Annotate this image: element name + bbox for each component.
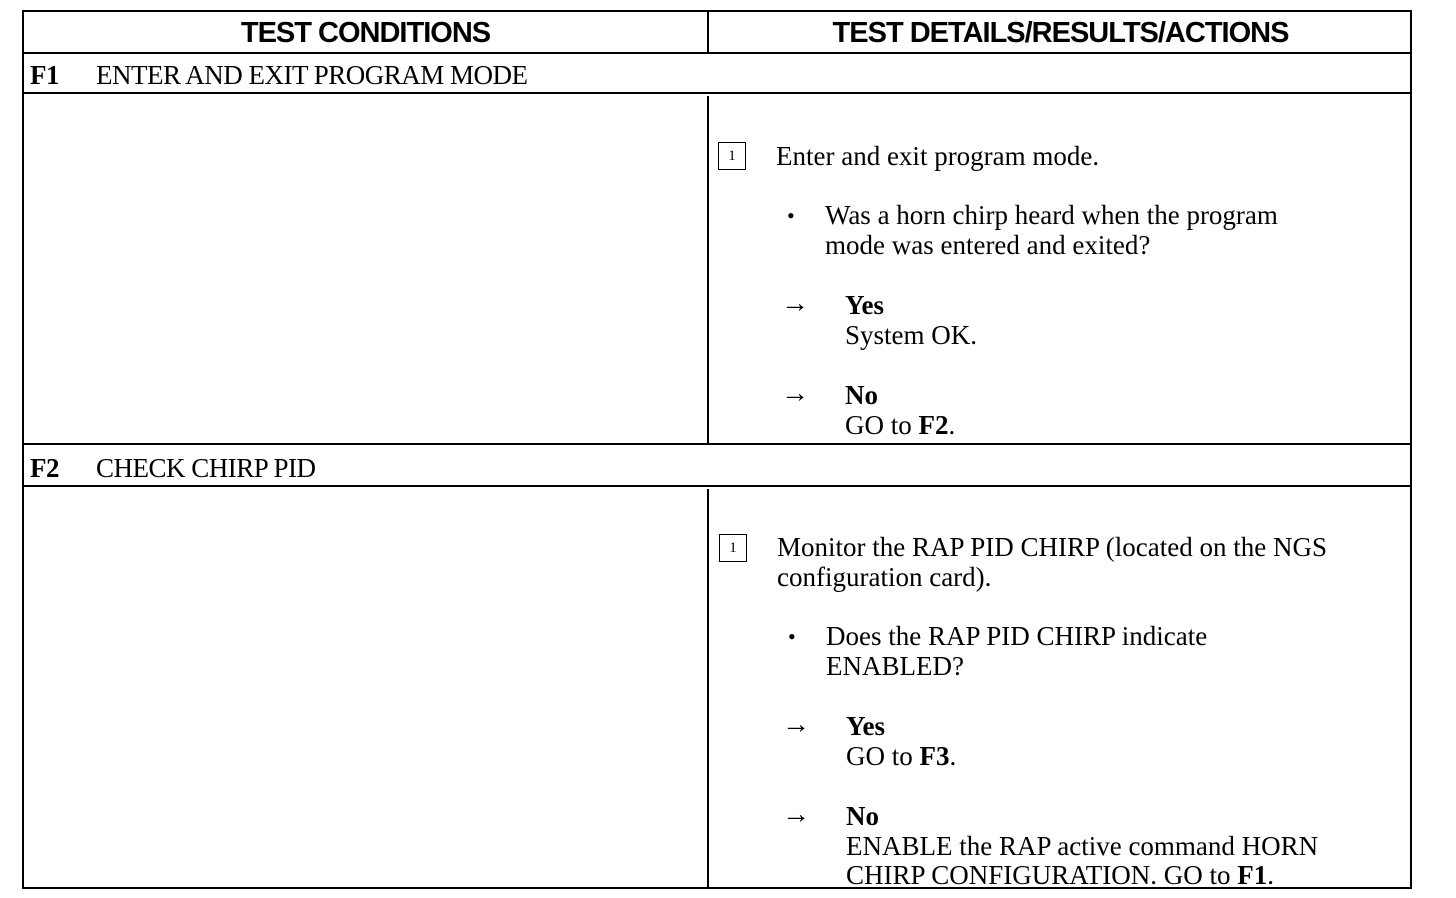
step-instruction-line-2: configuration card). <box>777 562 992 592</box>
section-title-f2 <box>24 447 1410 487</box>
question-line-2: ENABLED? <box>826 651 964 681</box>
bullet-icon: • <box>788 624 796 649</box>
goto-target-link[interactable]: F3 <box>919 741 950 771</box>
section-title-text: ENTER AND EXIT PROGRAM MODE <box>96 60 528 90</box>
question-line-1: Was a horn chirp heard when the program <box>825 200 1278 230</box>
diagnostic-table <box>22 10 1412 889</box>
bullet-icon: • <box>787 203 795 228</box>
no-action: GO to F2. <box>845 410 956 440</box>
column-divider <box>707 12 709 54</box>
table-header <box>24 12 1410 54</box>
no-action-line-1: ENABLE the RAP active command HORN <box>846 831 1319 861</box>
step-number-box: 1 <box>719 534 747 562</box>
goto-target-link[interactable]: F1 <box>1237 860 1268 890</box>
section-code: F2 <box>30 453 59 483</box>
test-details-cell <box>709 489 1410 890</box>
section-body-f2 <box>24 489 1410 890</box>
no-label: No <box>845 380 878 410</box>
question-line-1: Does the RAP PID CHIRP indicate <box>826 621 1208 651</box>
section-title-text: CHECK CHIRP PID <box>96 453 316 483</box>
step-number-box: 1 <box>718 142 746 170</box>
arrow-right-icon: → <box>782 799 810 830</box>
arrow-right-icon: → <box>781 288 809 319</box>
no-action-line-2: CHIRP CONFIGURATION. GO to F1. <box>846 860 1275 890</box>
no-label: No <box>846 801 879 831</box>
section-title-f1 <box>24 54 1410 94</box>
yes-action: System OK. <box>845 320 978 350</box>
section-body-f1 <box>24 96 1410 445</box>
question-line-2: mode was entered and exited? <box>825 230 1151 260</box>
header-test-details: TEST DETAILS/RESULTS/ACTIONS <box>832 17 1289 49</box>
yes-label: Yes <box>846 711 885 741</box>
yes-action: GO to F3. <box>846 741 957 771</box>
arrow-right-icon: → <box>781 378 809 409</box>
step-instruction: Enter and exit program mode. <box>776 141 1100 171</box>
section-code: F1 <box>30 60 59 90</box>
goto-target-link[interactable]: F2 <box>918 410 949 440</box>
test-details-cell <box>709 96 1410 443</box>
yes-label: Yes <box>845 290 884 320</box>
header-test-conditions: TEST CONDITIONS <box>240 17 491 49</box>
arrow-right-icon: → <box>782 709 810 740</box>
step-instruction-line-1: Monitor the RAP PID CHIRP (located on the NGS <box>777 532 1327 562</box>
